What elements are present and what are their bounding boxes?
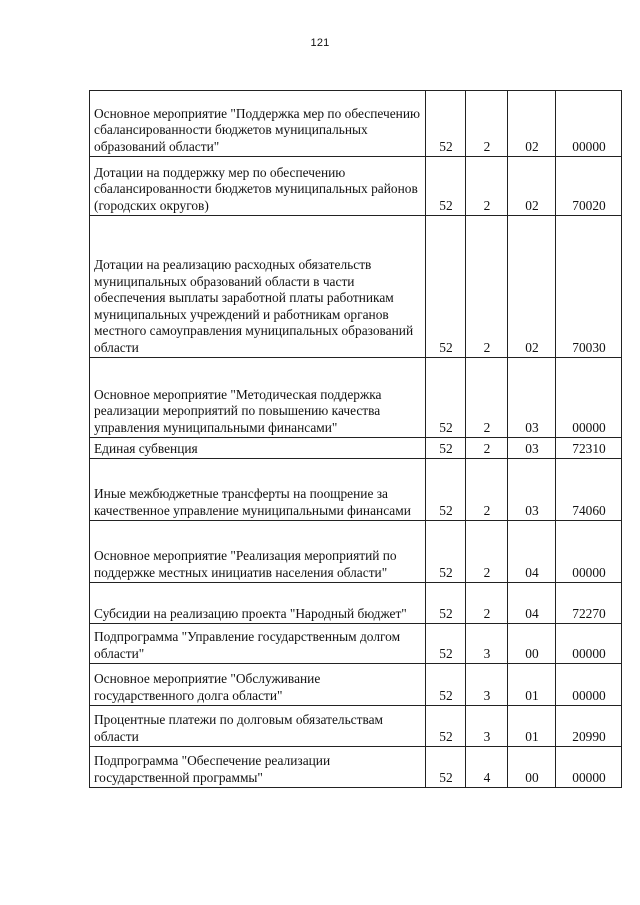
table-row xyxy=(90,216,622,358)
activity-code-cell: 03 xyxy=(508,358,556,438)
row-name-cell: Подпрограмма "Управление государственным долгом области" xyxy=(90,624,426,664)
subprogram-code-cell: 2 xyxy=(466,459,508,521)
program-code-cell: 52 xyxy=(426,157,466,216)
row-name-cell: Дотации на реализацию расходных обязательств муниципальных образований области в части обеспечения выплаты заработной платы работникам муниципальных учреждений и работникам органов местного самоуправления муниципальных образований области xyxy=(90,216,426,358)
activity-code-cell: 02 xyxy=(508,91,556,157)
program-code-cell: 52 xyxy=(426,664,466,706)
activity-code-cell: 00 xyxy=(508,747,556,788)
table-row xyxy=(90,521,622,583)
activity-code-cell: 03 xyxy=(508,459,556,521)
activity-code-cell: 03 xyxy=(508,438,556,459)
direction-code-cell: 72270 xyxy=(556,583,622,624)
table-row xyxy=(90,459,622,521)
table-row xyxy=(90,747,622,788)
direction-code-cell: 00000 xyxy=(556,624,622,664)
row-name-cell: Основное мероприятие "Поддержка мер по обеспечению сбалансированности бюджетов муниципальных образований области" xyxy=(90,91,426,157)
table-row xyxy=(90,624,622,664)
table-row xyxy=(90,438,622,459)
row-name-cell: Основное мероприятие "Обслуживание государственного долга области" xyxy=(90,664,426,706)
row-name-cell: Основное мероприятие "Реализация мероприятий по поддержке местных инициатив населения области" xyxy=(90,521,426,583)
program-code-cell: 52 xyxy=(426,358,466,438)
row-name-cell: Подпрограмма "Обеспечение реализации государственной программы" xyxy=(90,747,426,788)
subprogram-code-cell: 2 xyxy=(466,157,508,216)
row-name-cell: Основное мероприятие "Методическая поддержка реализации мероприятий по повышению качества управления муниципальными финансами" xyxy=(90,358,426,438)
program-code-cell: 52 xyxy=(426,706,466,747)
subprogram-code-cell: 2 xyxy=(466,358,508,438)
activity-code-cell: 01 xyxy=(508,706,556,747)
subprogram-code-cell: 2 xyxy=(466,91,508,157)
subprogram-code-cell: 3 xyxy=(466,624,508,664)
row-name-cell: Иные межбюджетные трансферты на поощрение за качественное управление муниципальными финансами xyxy=(90,459,426,521)
program-code-cell: 52 xyxy=(426,438,466,459)
program-code-cell: 52 xyxy=(426,216,466,358)
row-name-cell: Процентные платежи по долговым обязательствам области xyxy=(90,706,426,747)
subprogram-code-cell: 2 xyxy=(466,216,508,358)
activity-code-cell: 04 xyxy=(508,521,556,583)
program-code-cell: 52 xyxy=(426,521,466,583)
table-row xyxy=(90,91,622,157)
direction-code-cell: 00000 xyxy=(556,521,622,583)
subprogram-code-cell: 2 xyxy=(466,521,508,583)
activity-code-cell: 01 xyxy=(508,664,556,706)
activity-code-cell: 04 xyxy=(508,583,556,624)
program-code-cell: 52 xyxy=(426,459,466,521)
program-code-cell: 52 xyxy=(426,747,466,788)
direction-code-cell: 70020 xyxy=(556,157,622,216)
direction-code-cell: 20990 xyxy=(556,706,622,747)
budget-table xyxy=(89,90,622,788)
direction-code-cell: 74060 xyxy=(556,459,622,521)
direction-code-cell: 70030 xyxy=(556,216,622,358)
activity-code-cell: 02 xyxy=(508,216,556,358)
subprogram-code-cell: 2 xyxy=(466,583,508,624)
subprogram-code-cell: 3 xyxy=(466,706,508,747)
program-code-cell: 52 xyxy=(426,624,466,664)
row-name-cell: Дотации на поддержку мер по обеспечению сбалансированности бюджетов муниципальных районов (городских округов) xyxy=(90,157,426,216)
activity-code-cell: 02 xyxy=(508,157,556,216)
subprogram-code-cell: 3 xyxy=(466,664,508,706)
row-name-cell: Субсидии на реализацию проекта "Народный бюджет" xyxy=(90,583,426,624)
table-row xyxy=(90,664,622,706)
page-number: 121 xyxy=(310,37,330,49)
direction-code-cell: 00000 xyxy=(556,747,622,788)
program-code-cell: 52 xyxy=(426,583,466,624)
program-code-cell: 52 xyxy=(426,91,466,157)
table-row xyxy=(90,706,622,747)
row-name-cell: Единая субвенция xyxy=(90,438,426,459)
direction-code-cell: 00000 xyxy=(556,358,622,438)
direction-code-cell: 00000 xyxy=(556,91,622,157)
direction-code-cell: 72310 xyxy=(556,438,622,459)
direction-code-cell: 00000 xyxy=(556,664,622,706)
table-row xyxy=(90,157,622,216)
activity-code-cell: 00 xyxy=(508,624,556,664)
subprogram-code-cell: 2 xyxy=(466,438,508,459)
subprogram-code-cell: 4 xyxy=(466,747,508,788)
table-row xyxy=(90,358,622,438)
table-row xyxy=(90,583,622,624)
